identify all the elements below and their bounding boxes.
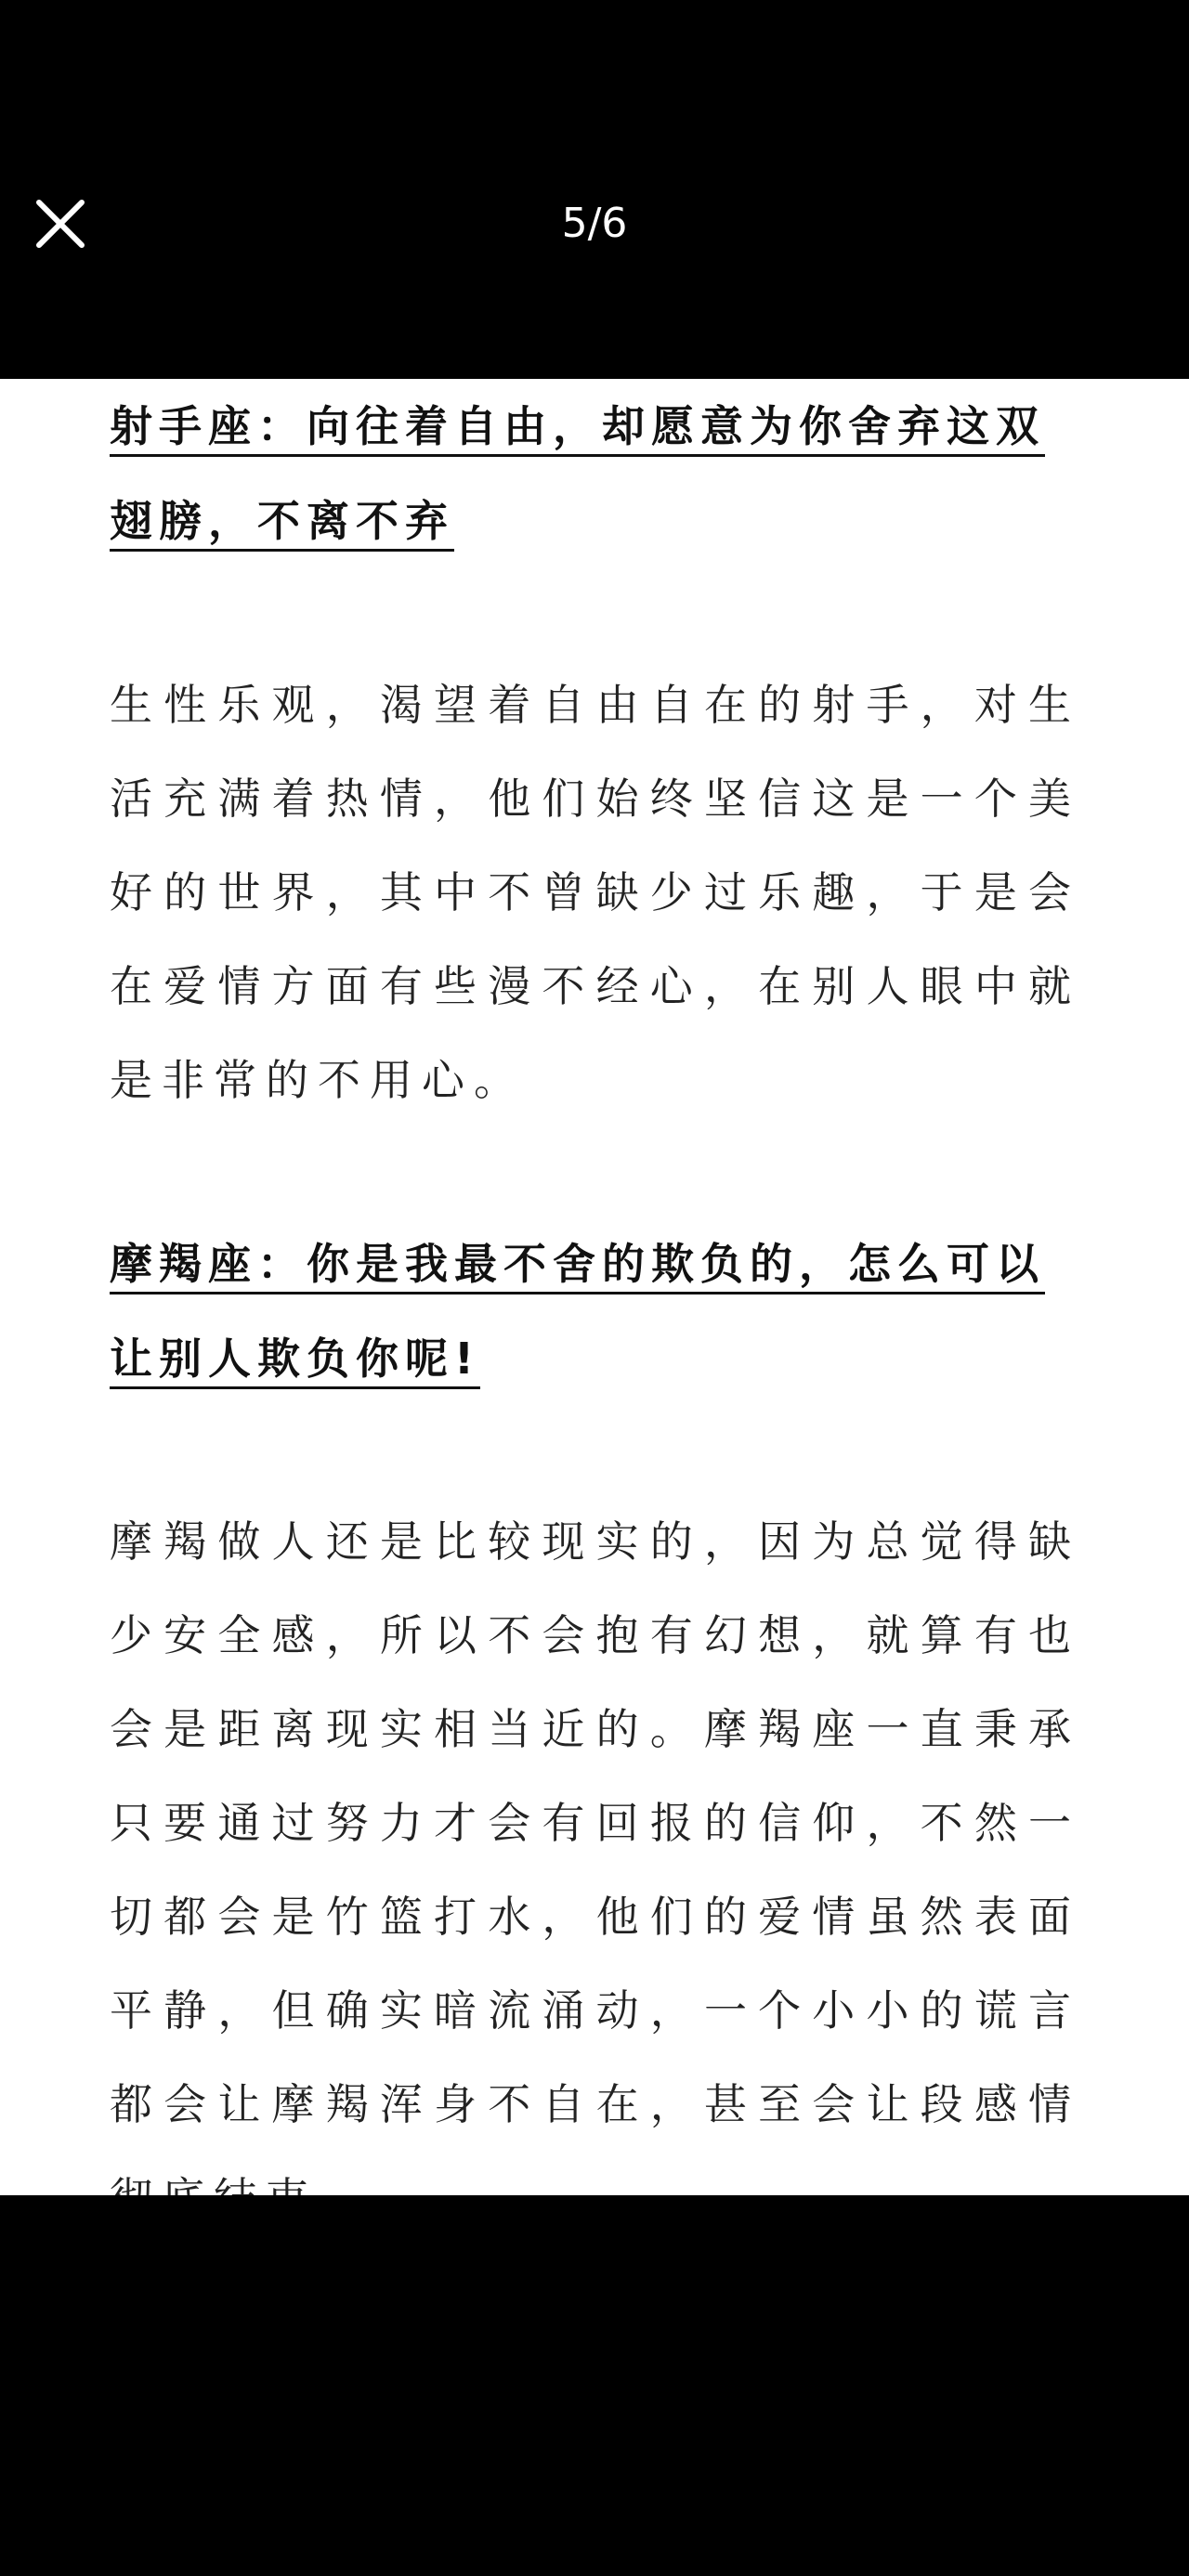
viewer-bottom-bar xyxy=(0,2195,1189,2576)
section-paragraph-capricorn: 摩羯做人还是比较现实的，因为总觉得缺少安全感，所以不会抱有幻想，就算有也会是距离现实相当近的。摩羯座一直秉承只要通过努力才会有回报的信仰，不然一切都会是竹篮打水，他们的爱情虽然表面平静，但确实暗流涌动，一个小小的谎言都会让摩羯浑身不自在，甚至会让段感情 xyxy=(110,1516,1080,2129)
section-heading-sagittarius: 射手座：向往着自由，却愿意为你舍弃这双翅膀，不离不弃 xyxy=(110,379,1080,568)
article-body xyxy=(110,379,1080,2245)
section-heading-capricorn: 摩羯座：你是我最不舍的欺负的，怎么可以让别人欺负你呢! xyxy=(110,1216,1080,1406)
viewer-top-bar xyxy=(0,0,1189,379)
page-indicator: 5/6 xyxy=(561,200,628,247)
article-image xyxy=(0,379,1189,2195)
section-paragraph-sagittarius: 生性乐观，渴望着自由自在的射手，对生活充满着热情，他们始终坚信这是一个美好的世界，其中不曾缺少过乐趣，于是会在爱情方面有些漫不经心，在别人眼中就是非常的不用心。 xyxy=(110,680,1080,1105)
